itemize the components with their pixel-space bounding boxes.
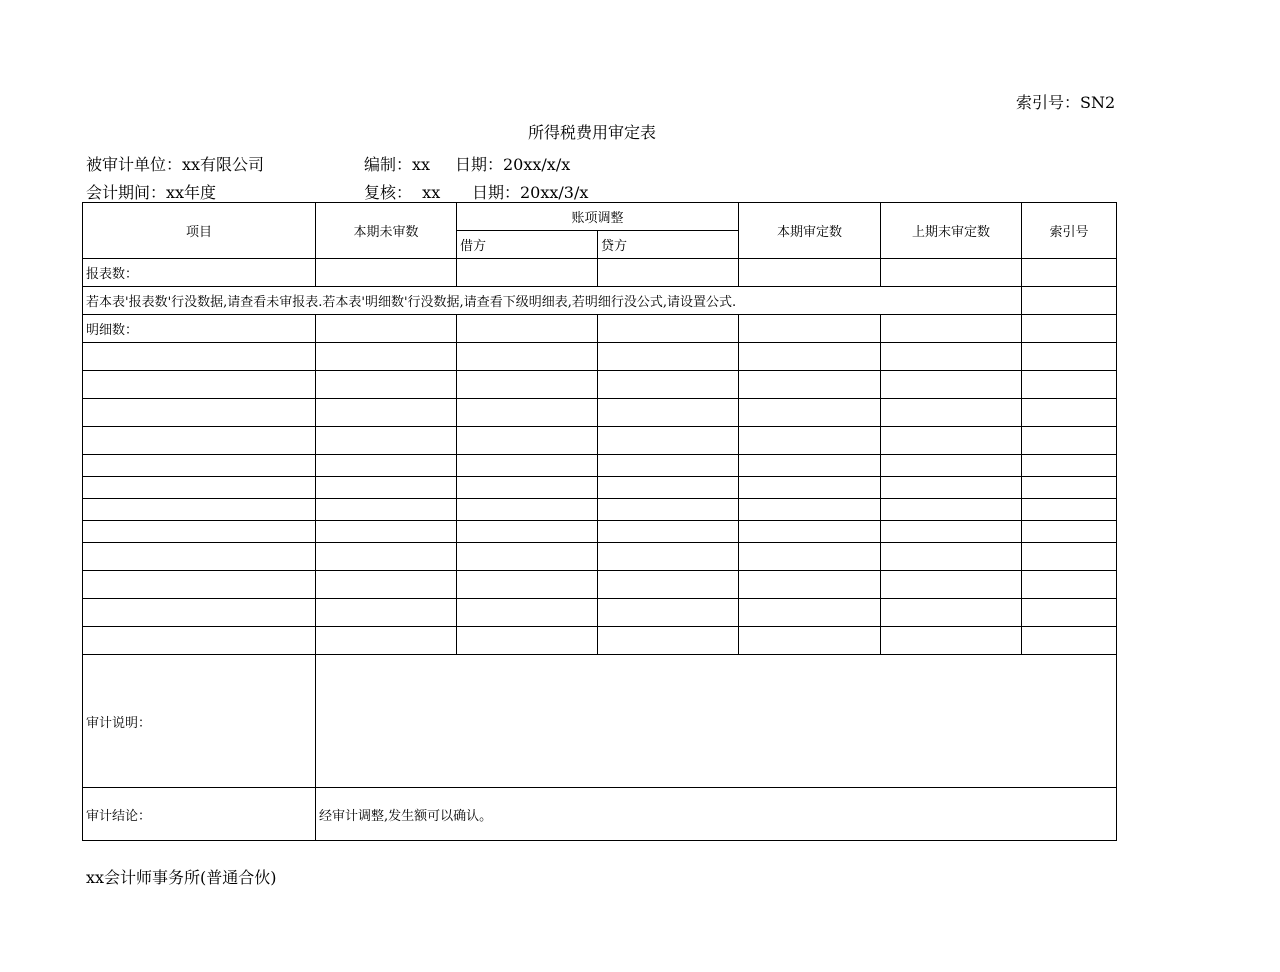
table-row	[83, 627, 1117, 655]
col-header-item: 项目	[83, 203, 316, 259]
col-header-debit: 借方	[457, 231, 598, 259]
row-label-detail: 明细数：	[83, 315, 316, 343]
audited-unit: 被审计单位：xx有限公司	[86, 155, 265, 174]
reviewed-by: 复核： xx	[364, 183, 441, 202]
col-header-unaudited: 本期未审数	[316, 203, 457, 259]
prepared-by: 编制：xx	[364, 155, 431, 174]
table-row	[83, 343, 1117, 371]
reviewed-date: 日期：20xx/3/x	[472, 183, 589, 202]
table-row	[83, 315, 1117, 343]
col-header-index: 索引号	[1022, 203, 1117, 259]
audit-conclusion-text: 经审计调整,发生额可以确认。	[316, 788, 1117, 841]
row-label-report: 报表数：	[83, 259, 316, 287]
table-row	[83, 259, 1117, 287]
table-row	[83, 543, 1117, 571]
table-row	[83, 571, 1117, 599]
table-row	[83, 477, 1117, 499]
audit-conclusion-label: 审计结论：	[83, 788, 316, 841]
note-text: 若本表'报表数'行没数据,请查看未审报表.若本表'明细数'行没数据,请查看下级明细表,若明细行没公式,请设置公式.	[83, 287, 1022, 315]
audit-conclusion-row	[83, 788, 1117, 841]
audit-table	[82, 202, 1117, 841]
table-row	[83, 455, 1117, 477]
col-header-adjustment: 账项调整	[457, 203, 739, 231]
col-header-credit: 贷方	[598, 231, 739, 259]
audit-explanation-row	[83, 655, 1117, 788]
table-row	[83, 287, 1117, 315]
table-row	[83, 499, 1117, 521]
table-row	[83, 371, 1117, 399]
table-row	[83, 399, 1117, 427]
firm-name: xx会计师事务所(普通合伙)	[86, 868, 277, 887]
page-title: 所得税费用审定表	[528, 123, 657, 142]
col-header-audited: 本期审定数	[739, 203, 881, 259]
index-number: 索引号：SN2	[1016, 93, 1116, 112]
table-row	[83, 521, 1117, 543]
accounting-period: 会计期间：xx年度	[86, 183, 217, 202]
audit-explanation-content	[316, 655, 1117, 788]
table-row	[83, 427, 1117, 455]
col-header-prior: 上期末审定数	[881, 203, 1022, 259]
table-row	[83, 599, 1117, 627]
audit-explanation-label: 审计说明：	[83, 655, 316, 788]
prepared-date: 日期：20xx/x/x	[455, 155, 571, 174]
